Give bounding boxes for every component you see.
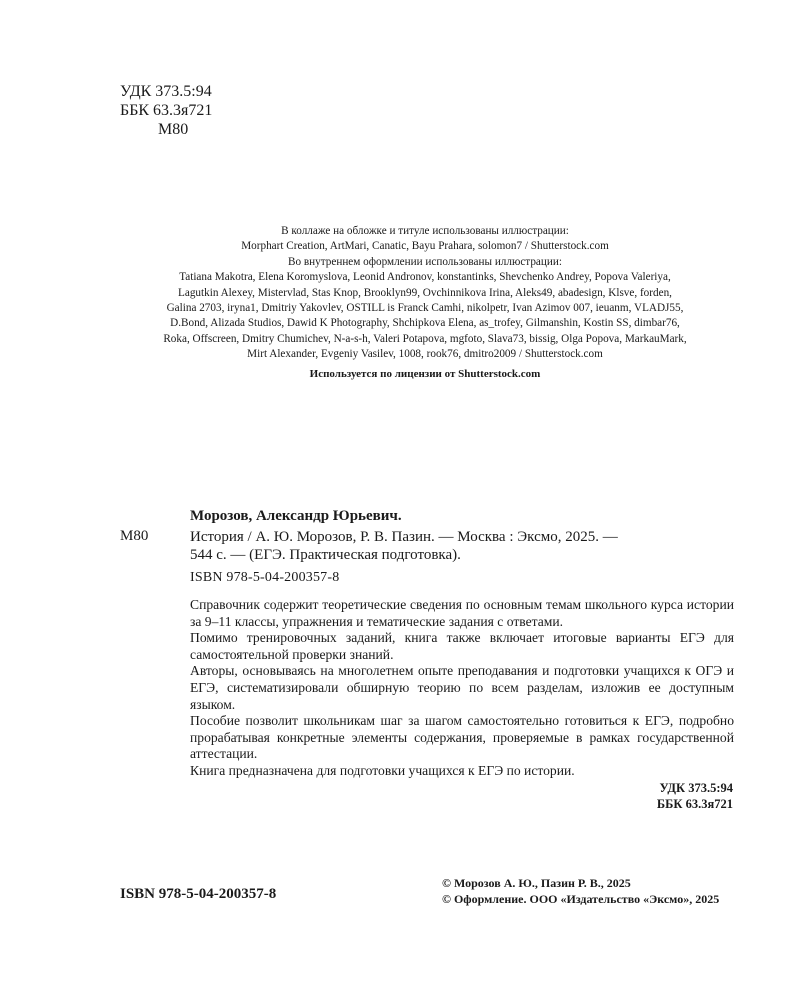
classification-block-right: [560, 780, 733, 812]
author-code: М80: [158, 121, 189, 138]
annotation: [168, 597, 734, 780]
inner-credits-line: Galina 2703, iryna1, Dmitriy Yakovlev, OSTILL is Franck Camhi, nikolpetr, Ivan Azimov 007, ieuanm, VLADJ55,: [166, 302, 684, 315]
annotation-paragraph: Книга предназначена для подготовки учащихся к ЕГЭ по истории.: [190, 762, 575, 778]
bbk-code-right: ББК 63.3я721: [656, 797, 733, 811]
annotation-paragraph: Помимо тренировочных заданий, книга также включает итоговые варианты ЕГЭ для самостоятельной проверки знаний.: [190, 630, 734, 662]
bibliography-line: 544 с. — (ЕГЭ. Практическая подготовка).: [190, 547, 461, 563]
inner-credits-line: D.Bond, Alizada Studios, Dawid K Photography, Shchipkova Elena, as_trofey, Gilmanshin, Kostin SS, dimbar76,: [170, 317, 680, 330]
inner-credits-line: Roka, Offscreen, Dmitry Chumichev, N-a-s-h, Valeri Potapova, mgfoto, Slava73, bissig, Olga Popova, MarkauMark,: [163, 332, 687, 345]
copyright-design: © Оформление. ООО «Издательство «Эксмо», 2025: [442, 891, 720, 906]
bbk-code: ББК 63.3я721: [120, 102, 213, 119]
cover-credits-heading: В коллаже на обложке и титуле использованы иллюстрации:: [281, 225, 569, 237]
inner-credits-line: Mirt Alexander, Evgeniy Vasilev, 1008, rook76, dmitro2009 / Shutterstock.com: [247, 348, 603, 361]
bibliography-code: М80: [120, 528, 149, 544]
cover-credits-names: Morphart Creation, ArtMari, Canatic, Bayu Prahara, solomon7 / Shutterstock.com: [241, 240, 609, 253]
illustration-credits: [110, 224, 740, 382]
copyright-block: [442, 876, 719, 907]
license-note: Используется по лицензии от Shutterstock.com: [309, 367, 541, 380]
inner-credits-heading: Во внутреннем оформлении использованы иллюстрации:: [288, 255, 562, 268]
inner-credits-line: Lagutkin Alexey, Mistervlad, Stas Knop, Brooklyn99, Ovchinnikova Irina, Aleks49, abadesign, Klsve, forden,: [178, 286, 672, 299]
udk-code: УДК 373.5:94: [120, 83, 212, 100]
annotation-paragraph: Справочник содержит теоретические сведения по основным темам школьного курса истории за 9–11 классы, упражнения и тематические задания с ответами.: [190, 597, 734, 629]
classification-block-top: [120, 82, 212, 139]
inner-credits-line: Tatiana Makotra, Elena Koromyslova, Leonid Andronov, konstantinks, Shevchenko Andrey, Popova Valeriya,: [179, 271, 671, 284]
udk-code-right: УДК 373.5:94: [659, 781, 733, 795]
annotation-paragraph: Пособие позволит школьникам шаг за шагом самостоятельно готовиться к ЕГЭ, подробно прорабатывая конкретные элементы содержания, проверяемые в рамках государственной аттестации.: [190, 713, 734, 762]
bibliography-author: Морозов, Александр Юрьевич.: [190, 508, 402, 524]
copyright-authors: © Морозов А. Ю., Пазин Р. В., 2025: [442, 876, 631, 890]
footer-isbn: ISBN 978-5-04-200357-8: [120, 886, 277, 902]
bibliography-isbn: ISBN 978-5-04-200357-8: [190, 570, 340, 585]
bibliography-line: История / А. Ю. Морозов, Р. В. Пазин. — Москва : Эксмо, 2025. —: [190, 529, 618, 545]
annotation-paragraph: Авторы, основываясь на многолетнем опыте преподавания и подготовки учащихся к ОГЭ и ЕГЭ, систематизировали обширную теорию по всем разделам, изложив ее доступным языком.: [190, 663, 734, 712]
bibliography-description: [190, 528, 735, 564]
